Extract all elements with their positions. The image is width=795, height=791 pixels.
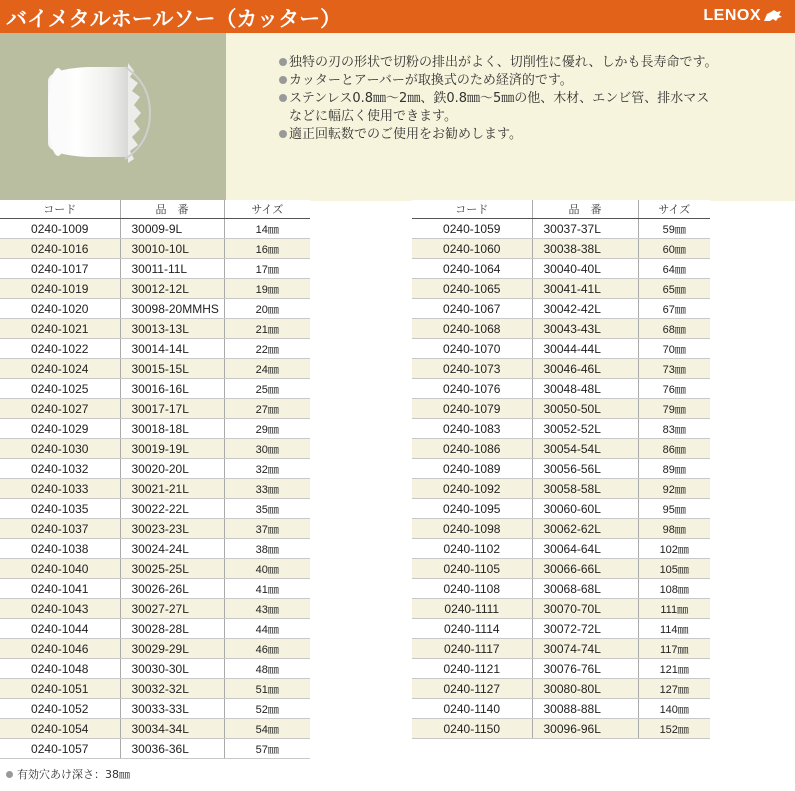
code-cell: 0240-1030	[0, 439, 120, 459]
table-row	[0, 499, 310, 519]
feature-text: 適正回転数でのご使用をお勧めします。	[289, 127, 522, 142]
size-cell: 59㎜	[638, 219, 710, 239]
size-cell: 86㎜	[638, 439, 710, 459]
code-cell: 0240-1033	[0, 479, 120, 499]
code-cell: 0240-1037	[0, 519, 120, 539]
size-cell: 22㎜	[224, 339, 310, 359]
brand-logo	[703, 7, 783, 25]
table-header-row	[0, 200, 310, 219]
table-row	[412, 379, 710, 399]
code-cell: 0240-1092	[412, 479, 532, 499]
size-cell: 68㎜	[638, 319, 710, 339]
feature-item	[289, 126, 717, 144]
part-cell: 30015-15L	[120, 359, 224, 379]
table-row	[412, 399, 710, 419]
part-header: 品 番	[532, 200, 638, 219]
part-cell: 30058-58L	[532, 479, 638, 499]
size-cell: 108㎜	[638, 579, 710, 599]
size-cell: 79㎜	[638, 399, 710, 419]
code-cell: 0240-1041	[0, 579, 120, 599]
part-cell: 30037-37L	[532, 219, 638, 239]
spec-table-right	[412, 200, 710, 739]
size-cell: 33㎜	[224, 479, 310, 499]
feature-item	[289, 72, 717, 90]
size-cell: 60㎜	[638, 239, 710, 259]
part-header: 品 番	[120, 200, 224, 219]
code-cell: 0240-1095	[412, 499, 532, 519]
code-cell: 0240-1025	[0, 379, 120, 399]
table-row	[0, 379, 310, 399]
size-cell: 83㎜	[638, 419, 710, 439]
part-cell: 30010-10L	[120, 239, 224, 259]
code-cell: 0240-1054	[0, 719, 120, 739]
code-cell: 0240-1086	[412, 439, 532, 459]
table-row	[412, 419, 710, 439]
hole-saw-image	[0, 33, 226, 201]
code-cell: 0240-1089	[412, 459, 532, 479]
code-cell: 0240-1057	[0, 739, 120, 759]
part-cell: 30020-20L	[120, 459, 224, 479]
size-cell: 25㎜	[224, 379, 310, 399]
table-row	[412, 339, 710, 359]
feature-list	[289, 54, 717, 144]
size-header: サイズ	[224, 200, 310, 219]
part-cell: 30012-12L	[120, 279, 224, 299]
size-cell: 19㎜	[224, 279, 310, 299]
table-row	[0, 599, 310, 619]
size-cell: 38㎜	[224, 539, 310, 559]
size-cell: 35㎜	[224, 499, 310, 519]
table-row	[412, 259, 710, 279]
size-cell: 32㎜	[224, 459, 310, 479]
code-cell: 0240-1108	[412, 579, 532, 599]
table-row	[0, 619, 310, 639]
table-row	[412, 619, 710, 639]
code-cell: 0240-1111	[412, 599, 532, 619]
spec-table-left	[0, 200, 310, 759]
part-cell: 30074-74L	[532, 639, 638, 659]
part-cell: 30040-40L	[532, 259, 638, 279]
part-cell: 30011-11L	[120, 259, 224, 279]
size-cell: 95㎜	[638, 499, 710, 519]
table-row	[412, 539, 710, 559]
table-row	[412, 719, 710, 739]
part-cell: 30050-50L	[532, 399, 638, 419]
part-cell: 30052-52L	[532, 419, 638, 439]
code-cell: 0240-1038	[0, 539, 120, 559]
table-row	[0, 419, 310, 439]
code-cell: 0240-1060	[412, 239, 532, 259]
size-cell: 105㎜	[638, 559, 710, 579]
part-cell: 30064-64L	[532, 539, 638, 559]
table-row	[412, 639, 710, 659]
table-header-row	[412, 200, 710, 219]
code-header: コード	[412, 200, 532, 219]
size-cell: 117㎜	[638, 639, 710, 659]
feature-item	[289, 54, 717, 72]
code-cell: 0240-1009	[0, 219, 120, 239]
size-cell: 111㎜	[638, 599, 710, 619]
table-row	[412, 359, 710, 379]
code-cell: 0240-1065	[412, 279, 532, 299]
part-cell: 30016-16L	[120, 379, 224, 399]
code-cell: 0240-1035	[0, 499, 120, 519]
part-cell: 30066-66L	[532, 559, 638, 579]
part-cell: 30080-80L	[532, 679, 638, 699]
size-cell: 43㎜	[224, 599, 310, 619]
part-cell: 30017-17L	[120, 399, 224, 419]
table-row	[412, 239, 710, 259]
code-cell: 0240-1020	[0, 299, 120, 319]
code-cell: 0240-1043	[0, 599, 120, 619]
table-row	[0, 359, 310, 379]
part-cell: 30033-33L	[120, 699, 224, 719]
product-photo	[0, 33, 226, 201]
depth-note	[6, 766, 130, 782]
table-row	[412, 279, 710, 299]
part-cell: 30072-72L	[532, 619, 638, 639]
code-cell: 0240-1048	[0, 659, 120, 679]
code-cell: 0240-1024	[0, 359, 120, 379]
size-cell: 102㎜	[638, 539, 710, 559]
bullet-icon	[279, 94, 287, 102]
size-cell: 21㎜	[224, 319, 310, 339]
table-row	[0, 579, 310, 599]
code-cell: 0240-1017	[0, 259, 120, 279]
code-cell: 0240-1083	[412, 419, 532, 439]
size-cell: 114㎜	[638, 619, 710, 639]
part-cell: 30024-24L	[120, 539, 224, 559]
size-cell: 73㎜	[638, 359, 710, 379]
table-row	[412, 579, 710, 599]
table-row	[0, 539, 310, 559]
table-row	[412, 599, 710, 619]
table-row	[0, 259, 310, 279]
code-cell: 0240-1127	[412, 679, 532, 699]
code-cell: 0240-1076	[412, 379, 532, 399]
part-cell: 30046-46L	[532, 359, 638, 379]
table-row	[412, 699, 710, 719]
table-row	[0, 219, 310, 239]
code-cell: 0240-1040	[0, 559, 120, 579]
table-row	[0, 719, 310, 739]
feature-text: ステンレス0.8㎜～2㎜、鉄0.8㎜～5㎜の他、木材、エンビ管、排水マス	[289, 91, 710, 106]
size-cell: 46㎜	[224, 639, 310, 659]
part-cell: 30060-60L	[532, 499, 638, 519]
table-row	[0, 699, 310, 719]
part-cell: 30070-70L	[532, 599, 638, 619]
table-row	[0, 639, 310, 659]
size-cell: 70㎜	[638, 339, 710, 359]
code-cell: 0240-1140	[412, 699, 532, 719]
lion-icon	[763, 9, 783, 23]
part-cell: 30044-44L	[532, 339, 638, 359]
part-cell: 30022-22L	[120, 499, 224, 519]
size-cell: 98㎜	[638, 519, 710, 539]
table-row	[412, 299, 710, 319]
code-cell: 0240-1032	[0, 459, 120, 479]
part-cell: 30088-88L	[532, 699, 638, 719]
size-cell: 152㎜	[638, 719, 710, 739]
table-row	[0, 239, 310, 259]
part-cell: 30032-32L	[120, 679, 224, 699]
bullet-icon	[279, 130, 287, 138]
code-cell: 0240-1117	[412, 639, 532, 659]
title-bar	[0, 0, 795, 33]
code-cell: 0240-1150	[412, 719, 532, 739]
code-cell: 0240-1027	[0, 399, 120, 419]
part-cell: 30030-30L	[120, 659, 224, 679]
feature-item-continued	[289, 108, 717, 126]
table-row	[412, 559, 710, 579]
code-cell: 0240-1021	[0, 319, 120, 339]
code-cell: 0240-1051	[0, 679, 120, 699]
part-cell: 30029-29L	[120, 639, 224, 659]
part-cell: 30036-36L	[120, 739, 224, 759]
page-title: バイメタルホールソー（カッター）	[6, 7, 342, 31]
code-cell: 0240-1067	[412, 299, 532, 319]
size-cell: 14㎜	[224, 219, 310, 239]
size-cell: 57㎜	[224, 739, 310, 759]
feature-item	[289, 90, 717, 108]
code-cell: 0240-1068	[412, 319, 532, 339]
code-cell: 0240-1114	[412, 619, 532, 639]
part-cell: 30098-20MMHS	[120, 299, 224, 319]
size-cell: 20㎜	[224, 299, 310, 319]
size-cell: 29㎜	[224, 419, 310, 439]
part-cell: 30043-43L	[532, 319, 638, 339]
code-cell: 0240-1022	[0, 339, 120, 359]
size-cell: 40㎜	[224, 559, 310, 579]
code-cell: 0240-1070	[412, 339, 532, 359]
part-cell: 30042-42L	[532, 299, 638, 319]
size-cell: 92㎜	[638, 479, 710, 499]
part-cell: 30014-14L	[120, 339, 224, 359]
size-cell: 27㎜	[224, 399, 310, 419]
size-cell: 89㎜	[638, 459, 710, 479]
size-cell: 140㎜	[638, 699, 710, 719]
size-cell: 67㎜	[638, 299, 710, 319]
part-cell: 30027-27L	[120, 599, 224, 619]
bullet-icon	[279, 76, 287, 84]
part-cell: 30041-41L	[532, 279, 638, 299]
size-cell: 52㎜	[224, 699, 310, 719]
part-cell: 30026-26L	[120, 579, 224, 599]
bullet-icon	[279, 58, 287, 66]
part-cell: 30054-54L	[532, 439, 638, 459]
table-row	[0, 659, 310, 679]
size-cell: 48㎜	[224, 659, 310, 679]
part-cell: 30048-48L	[532, 379, 638, 399]
code-cell: 0240-1105	[412, 559, 532, 579]
size-cell: 44㎜	[224, 619, 310, 639]
bullet-icon	[6, 771, 13, 778]
part-cell: 30013-13L	[120, 319, 224, 339]
size-cell: 24㎜	[224, 359, 310, 379]
table-row	[412, 319, 710, 339]
table-row	[412, 439, 710, 459]
table-row	[0, 519, 310, 539]
table-row	[412, 679, 710, 699]
part-cell: 30062-62L	[532, 519, 638, 539]
size-cell: 41㎜	[224, 579, 310, 599]
table-row	[412, 479, 710, 499]
feature-text: などに幅広く使用できます。	[289, 109, 457, 124]
table-row	[412, 519, 710, 539]
code-cell: 0240-1073	[412, 359, 532, 379]
size-cell: 51㎜	[224, 679, 310, 699]
size-cell: 54㎜	[224, 719, 310, 739]
size-cell: 127㎜	[638, 679, 710, 699]
table-row	[412, 219, 710, 239]
size-cell: 76㎜	[638, 379, 710, 399]
table-row	[0, 319, 310, 339]
table-row	[0, 479, 310, 499]
size-cell: 30㎜	[224, 439, 310, 459]
table-row	[0, 739, 310, 759]
code-cell: 0240-1079	[412, 399, 532, 419]
code-cell: 0240-1059	[412, 219, 532, 239]
part-cell: 30096-96L	[532, 719, 638, 739]
table-row	[412, 459, 710, 479]
brand-name: LENOX	[703, 7, 761, 24]
table-row	[0, 299, 310, 319]
depth-note-text: 有効穴あけ深さ：38㎜	[17, 768, 130, 781]
part-cell: 30028-28L	[120, 619, 224, 639]
part-cell: 30019-19L	[120, 439, 224, 459]
code-cell: 0240-1121	[412, 659, 532, 679]
code-cell: 0240-1016	[0, 239, 120, 259]
table-row	[0, 399, 310, 419]
size-cell: 121㎜	[638, 659, 710, 679]
table-row	[0, 559, 310, 579]
code-cell: 0240-1052	[0, 699, 120, 719]
feature-text: 独特の刃の形状で切粉の排出がよく、切削性に優れ、しかも長寿命です。	[289, 55, 718, 70]
part-cell: 30034-34L	[120, 719, 224, 739]
part-cell: 30076-76L	[532, 659, 638, 679]
table-row	[0, 279, 310, 299]
size-cell: 16㎜	[224, 239, 310, 259]
table-row	[0, 439, 310, 459]
table-row	[0, 459, 310, 479]
table-row	[412, 499, 710, 519]
size-cell: 64㎜	[638, 259, 710, 279]
table-row	[412, 659, 710, 679]
part-cell: 30068-68L	[532, 579, 638, 599]
code-cell: 0240-1019	[0, 279, 120, 299]
part-cell: 30056-56L	[532, 459, 638, 479]
code-header: コード	[0, 200, 120, 219]
code-cell: 0240-1102	[412, 539, 532, 559]
part-cell: 30023-23L	[120, 519, 224, 539]
part-cell: 30018-18L	[120, 419, 224, 439]
code-cell: 0240-1064	[412, 259, 532, 279]
code-cell: 0240-1098	[412, 519, 532, 539]
table-row	[0, 339, 310, 359]
size-cell: 17㎜	[224, 259, 310, 279]
code-cell: 0240-1029	[0, 419, 120, 439]
code-cell: 0240-1044	[0, 619, 120, 639]
part-cell: 30021-21L	[120, 479, 224, 499]
size-header: サイズ	[638, 200, 710, 219]
feature-text: カッターとアーバーが取換式のため経済的です。	[289, 73, 573, 88]
part-cell: 30009-9L	[120, 219, 224, 239]
part-cell: 30038-38L	[532, 239, 638, 259]
size-cell: 37㎜	[224, 519, 310, 539]
size-cell: 65㎜	[638, 279, 710, 299]
part-cell: 30025-25L	[120, 559, 224, 579]
table-row	[0, 679, 310, 699]
code-cell: 0240-1046	[0, 639, 120, 659]
